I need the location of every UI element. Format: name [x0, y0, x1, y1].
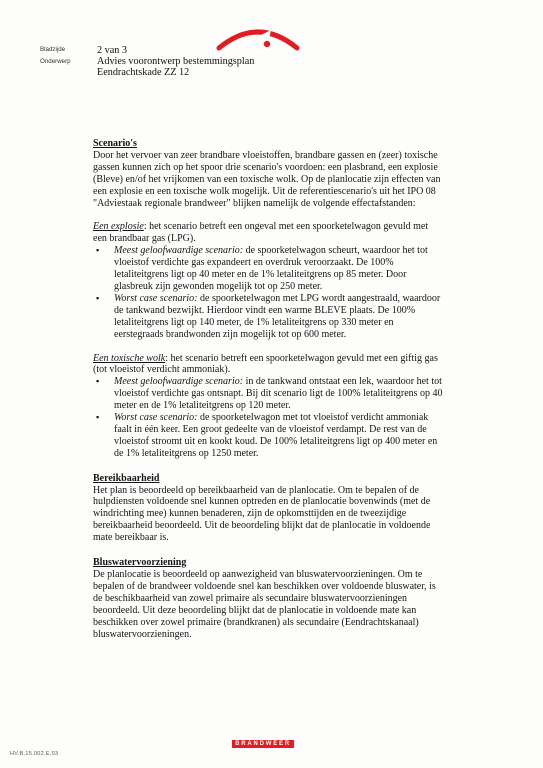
- list-item-label: Meest geloofwaardige scenario:: [114, 245, 244, 257]
- brandweer-footer-logo: BRANDWEER: [232, 740, 294, 748]
- document-body: [93, 138, 443, 640]
- section-title-bluswater: Bluswatervoorziening: [93, 557, 187, 569]
- brandweer-logo-arc: [213, 22, 303, 54]
- scenarios-intro: Door het vervoer van zeer brandbare vloeistoffen, brandbare gassen en (zeer) toxische gassen kunnen zich op het spoor drie scenario's voordoen: een plasbrand, een explosie (Bleve) en/of het vrijkomen van een toxische wolk. Op de planlocatie zijn effecten van een explosie en een toxische wolk mogelijk. Uit de referentiescenario's uit het IPO 08 "Adviestaak regionale brandweer" blijken namelijk de volgende effectafstanden:: [93, 149, 441, 209]
- explosion-list: [93, 245, 443, 340]
- toxic-paragraph: [93, 353, 443, 377]
- list-item-label: Worst case scenario:: [114, 412, 198, 424]
- list-item-text: de spoorketelwagon met tot vloeistof verdicht ammoniak faalt in één keer. Een groot gedeelte van de vloeistof verdampt. De rest van de vloeistof stroomt uit en kookt koud. De 100% letaliteitgrens ligt op 400 meter en de 1% letaliteitgrens op 1250 meter.: [114, 412, 438, 459]
- explosion-paragraph: [93, 221, 443, 245]
- bluswater-text: De planlocatie is beoordeeld op aanwezigheid van bluswatervoorzieningen. Om te bepalen of de brandweer voldoende snel kan beschikken over voldoende bluswater, is de beschikbaarheid van zowel primaire als secundaire bluswatervoorzieningen beoordeeld. Uit deze beoordeling blijkt dat de planlocatie in voldoende mate kan beschikken over zowel primaire (brandkranen) als secundaire (Eendrachtskanaal) bluswatervoorzieningen.: [93, 569, 436, 640]
- label-page: Bladzijde: [40, 46, 66, 53]
- section-title-scenarios: Scenario's: [93, 138, 137, 149]
- toxic-desc: : het scenario betreft een spoorketelwagon gevuld met een giftig gas (tot vloeistof verdicht ammoniak).: [93, 352, 438, 376]
- list-item-label: Meest geloofwaardige scenario:: [114, 376, 244, 388]
- subject-line-2: Eendrachtskade ZZ 12: [97, 67, 190, 78]
- explosion-label: Een explosie: [93, 221, 144, 233]
- subject-line-1: Advies voorontwerp bestemmingsplan: [97, 56, 255, 67]
- toxic-list: [93, 376, 443, 459]
- document-code: HV.B.15.002.E.03: [10, 751, 59, 757]
- list-item-text: de spoorketelwagon met LPG wordt aangestraald, waardoor de tankwand bezwijkt. Hierdoor vindt een warme BLEVE plaats. De 100% letaliteitgrens ligt op 140 meter, de 1% letaliteitgrens op 330 meter en eerstegraads brandwonden zijn mogelijk tot op 600 meter.: [114, 292, 441, 340]
- section-title-bereikbaarheid: Bereikbaarheid: [93, 472, 160, 484]
- page-number: 2 van 3: [97, 45, 127, 56]
- toxic-label: Een toxische wolk: [93, 352, 166, 364]
- bereikbaarheid-text: Het plan is beoordeeld op bereikbaarheid van de planlocatie. Om te bepalen of de hulpdiensten voldoende snel kunnen optreden en de planlocatie bovenwinds (met de windrichting mee) kunnen benaderen, zijn de opkomsttijden en de tweezijdige bereikbaarheid beoordeeld. Uit de beoordeling blijkt dat de planlocatie in voldoende mate bereikbaar is.: [93, 484, 431, 544]
- list-item: [93, 412, 443, 460]
- list-item: [93, 245, 443, 293]
- list-item: [93, 376, 443, 412]
- list-item: [93, 293, 443, 341]
- list-item-text: de spoorketelwagon scheurt, waardoor het tot vloeistof verdichte gas expandeert en overdruk veroorzaakt. De 100% letaliteitgrens ligt op 40 meter en de 1% letaliteitgrens op 85 meter. Door glasbreuk zijn gewonden mogelijk tot op 250 meter.: [114, 245, 428, 292]
- list-item-text: in de tankwand ontstaat een lek, waardoor het tot vloeistof verdichte gas ontsnapt. Bij dit scenario ligt de 100% letaliteitgrens op 40 meter en de 1% letaliteitgrens op 120 meter.: [114, 376, 443, 412]
- list-item-label: Worst case scenario:: [114, 292, 198, 304]
- label-subject: Onderwerp: [40, 58, 71, 65]
- explosion-desc: : het scenario betreft een ongeval met een spoorketelwagon gevuld met een brandbaar gas (LPG).: [93, 221, 429, 245]
